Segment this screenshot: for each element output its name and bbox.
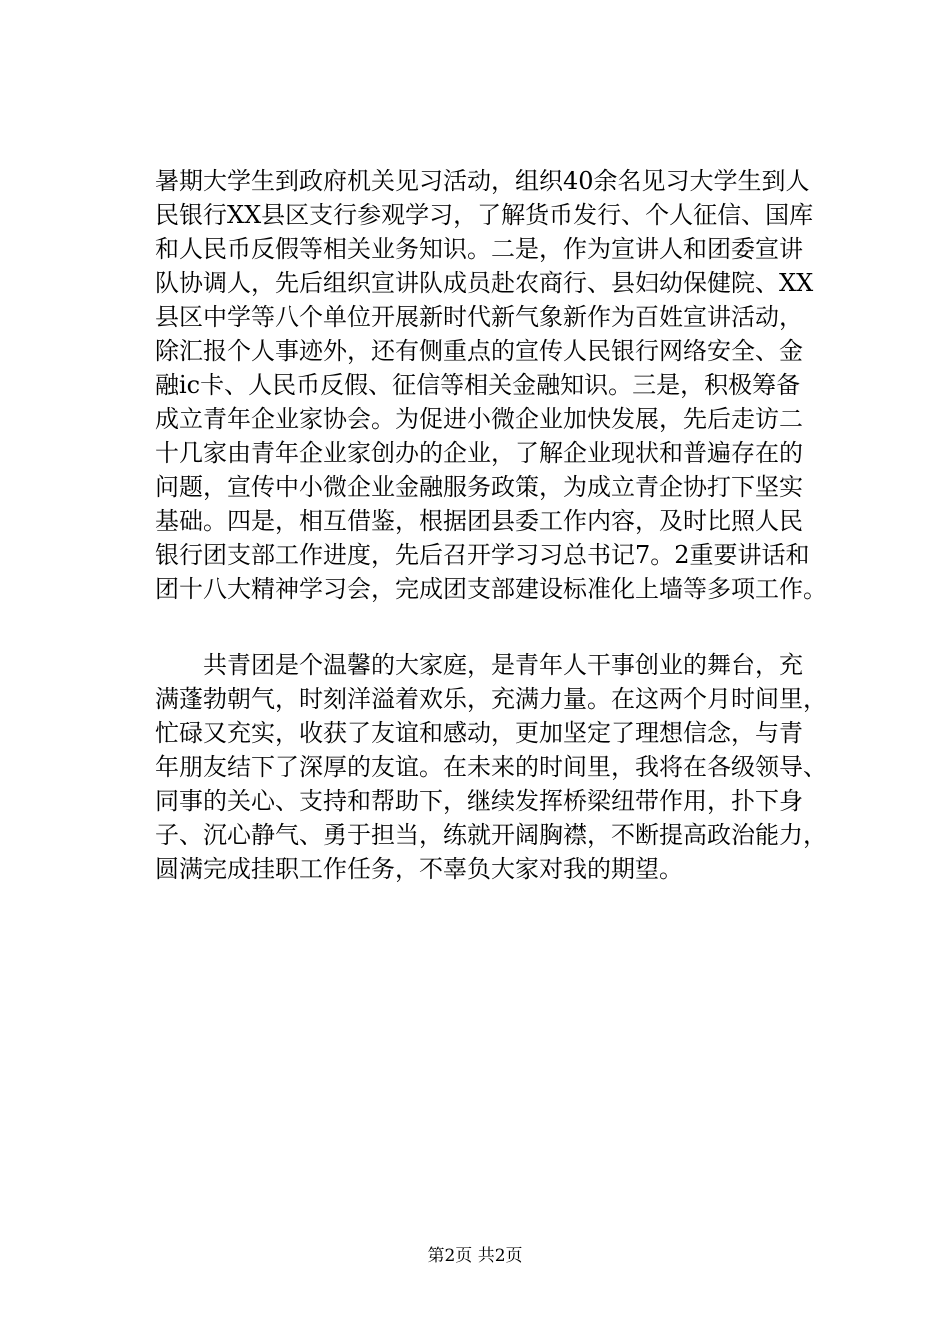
text-line: 问题，宣传中小微企业金融服务政策，为成立青企协打下坚实 bbox=[155, 473, 803, 501]
page-number-footer: 第2页 共2页 bbox=[427, 1246, 523, 1266]
text-line: 年朋友结下了深厚的友谊。在未来的时间里，我将在各级领导、 bbox=[155, 753, 827, 781]
text-line: 忙碌又充实，收获了友谊和感动，更加坚定了理想信念，与青 bbox=[155, 719, 803, 747]
text-line: 除汇报个人事迹外，还有侧重点的宣传人民银行网络安全、金 bbox=[155, 337, 803, 365]
text-line: 满蓬勃朝气，时刻洋溢着欢乐，充满力量。在这两个月时间里， bbox=[155, 685, 827, 713]
text-line: 县区中学等八个单位开展新时代新气象新作为百姓宣讲活动， bbox=[155, 303, 803, 331]
text-line: 融ic卡、人民币反假、征信等相关金融知识。三是，积极筹备 bbox=[155, 371, 801, 399]
text-line: 共青团是个温馨的大家庭，是青年人干事创业的舞台，充 bbox=[155, 651, 803, 679]
text-line: 和人民币反假等相关业务知识。二是，作为宣讲人和团委宣讲 bbox=[155, 235, 803, 263]
text-line: 民银行XX县区支行参观学习，了解货币发行、个人征信、国库 bbox=[155, 201, 814, 229]
text-line: 团十八大精神学习会，完成团支部建设标准化上墙等多项工作。 bbox=[155, 575, 827, 603]
paragraph-1 bbox=[155, 164, 825, 606]
document-body bbox=[155, 164, 825, 886]
text-line: 成立青年企业家协会。为促进小微企业加快发展，先后走访二 bbox=[155, 405, 803, 433]
paragraph-spacer bbox=[155, 606, 825, 648]
text-line: 圆满完成挂职工作任务，不辜负大家对我的期望。 bbox=[155, 855, 683, 883]
text-line: 队协调人，先后组织宣讲队成员赴农商行、县妇幼保健院、XX bbox=[155, 269, 814, 297]
text-line: 暑期大学生到政府机关见习活动，组织40余名见习大学生到人 bbox=[155, 167, 810, 195]
text-line: 基础。四是，相互借鉴，根据团县委工作内容，及时比照人民 bbox=[155, 507, 803, 535]
paragraph-2 bbox=[155, 648, 825, 886]
text-line: 十几家由青年企业家创办的企业，了解企业现状和普遍存在的 bbox=[155, 439, 803, 467]
text-line: 子、沉心静气、勇于担当，练就开阔胸襟，不断提高政治能力， bbox=[155, 821, 827, 849]
text-line: 银行团支部工作进度，先后召开学习习总书记7。2重要讲话和 bbox=[155, 541, 810, 569]
text-line: 同事的关心、支持和帮助下，继续发挥桥梁纽带作用，扑下身 bbox=[155, 787, 803, 815]
